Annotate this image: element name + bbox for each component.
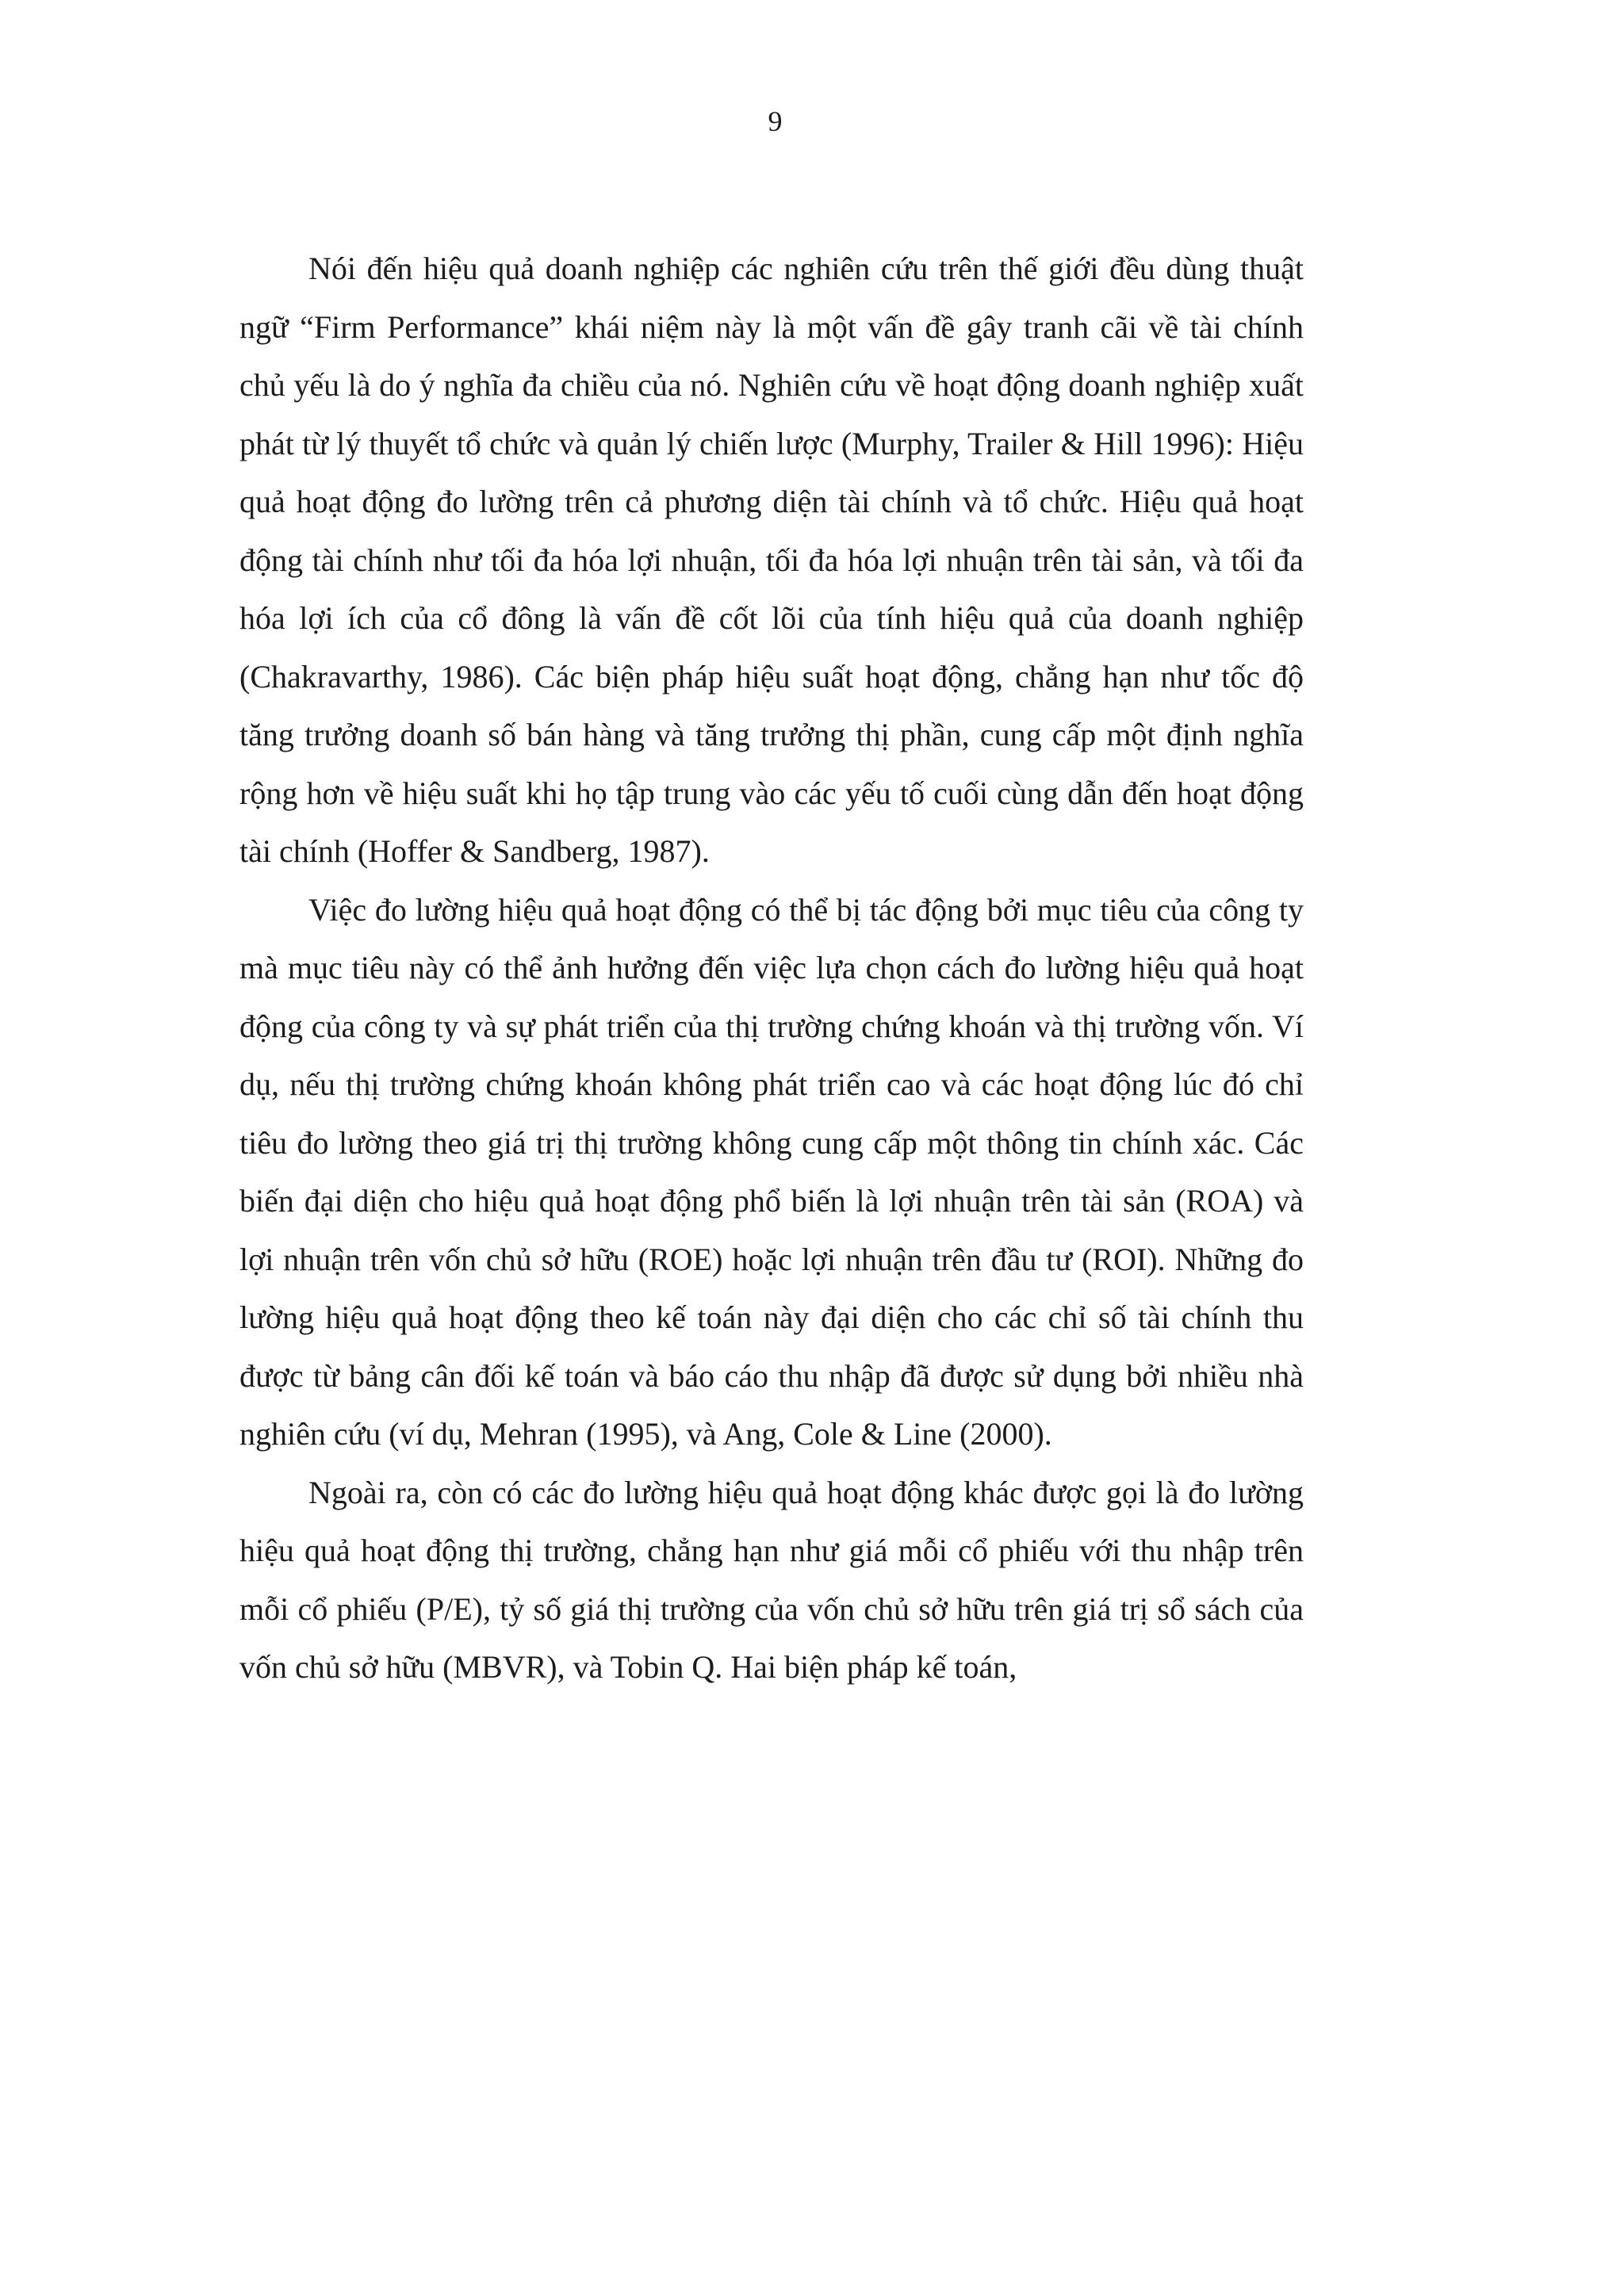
page-number: 9 [768,105,783,137]
body-text [239,239,1304,1697]
paragraph-firm-performance: Nói đến hiệu quả doanh nghiệp các nghiên cứu trên thế giới đều dùng thuật ngữ “Firm Performance” khái niệm này là một vấn đề gây tranh cãi về tài chính chủ yếu là do ý nghĩa đa chiều của nó. Nghiên cứu về hoạt động doanh nghiệp xuất phát từ lý thuyết tổ chức và quản lý chiến lược (Murphy, Trailer & Hill 1996): Hiệu quả hoạt động đo lường trên cả phương diện tài chính và tổ chức. Hiệu quả hoạt động tài chính như tối đa hóa lợi nhuận, tối đa hóa lợi nhuận trên tài sản, và tối đa hóa lợi ích của cổ đông là vấn đề cốt lõi của tính hiệu quả của doanh nghiệp (Chakravarthy, 1986). Các biện pháp hiệu suất hoạt động, chẳng hạn như tốc độ tăng trưởng doanh số bán hàng và tăng trưởng thị phần, cung cấp một định nghĩa rộng hơn về hiệu suất khi họ tập trung vào các yếu tố cuối cùng dẫn đến hoạt động tài chính (Hoffer & Sandberg, 1987). [239,251,1304,869]
paragraph-market-measures: Ngoài ra, còn có các đo lường hiệu quả hoạt động khác được gọi là đo lường hiệu quả hoạt động thị trường, chẳng hạn như giá mỗi cổ phiếu với thu nhập trên mỗi cổ phiếu (P/E), tỷ số giá thị trường của vốn chủ sở hữu trên giá trị sổ sách của vốn chủ sở hữu (MBVR), và Tobin Q. Hai biện pháp kế toán, [239,1474,1304,1685]
paragraph-measurement: Việc đo lường hiệu quả hoạt động có thể bị tác động bởi mục tiêu của công ty mà mục tiêu này có thể ảnh hưởng đến việc lựa chọn cách đo lường hiệu quả hoạt động của công ty và sự phát triển của thị trường chứng khoán và thị trường vốn. Ví dụ, nếu thị trường chứng khoán không phát triển cao và các hoạt động lúc đó chỉ tiêu đo lường theo giá trị thị trường không cung cấp một thông tin chính xác. Các biến đại diện cho hiệu quả hoạt động phổ biến là lợi nhuận trên tài sản (ROA) và lợi nhuận trên vốn chủ sở hữu (ROE) hoặc lợi nhuận trên đầu tư (ROI). Những đo lường hiệu quả hoạt động theo kế toán này đại diện cho các chỉ số tài chính thu được từ bảng cân đối kế toán và báo cáo thu nhập đã được sử dụng bởi nhiều nhà nghiên cứu (ví dụ, Mehran (1995), và Ang, Cole & Line (2000). [239,891,1304,1452]
